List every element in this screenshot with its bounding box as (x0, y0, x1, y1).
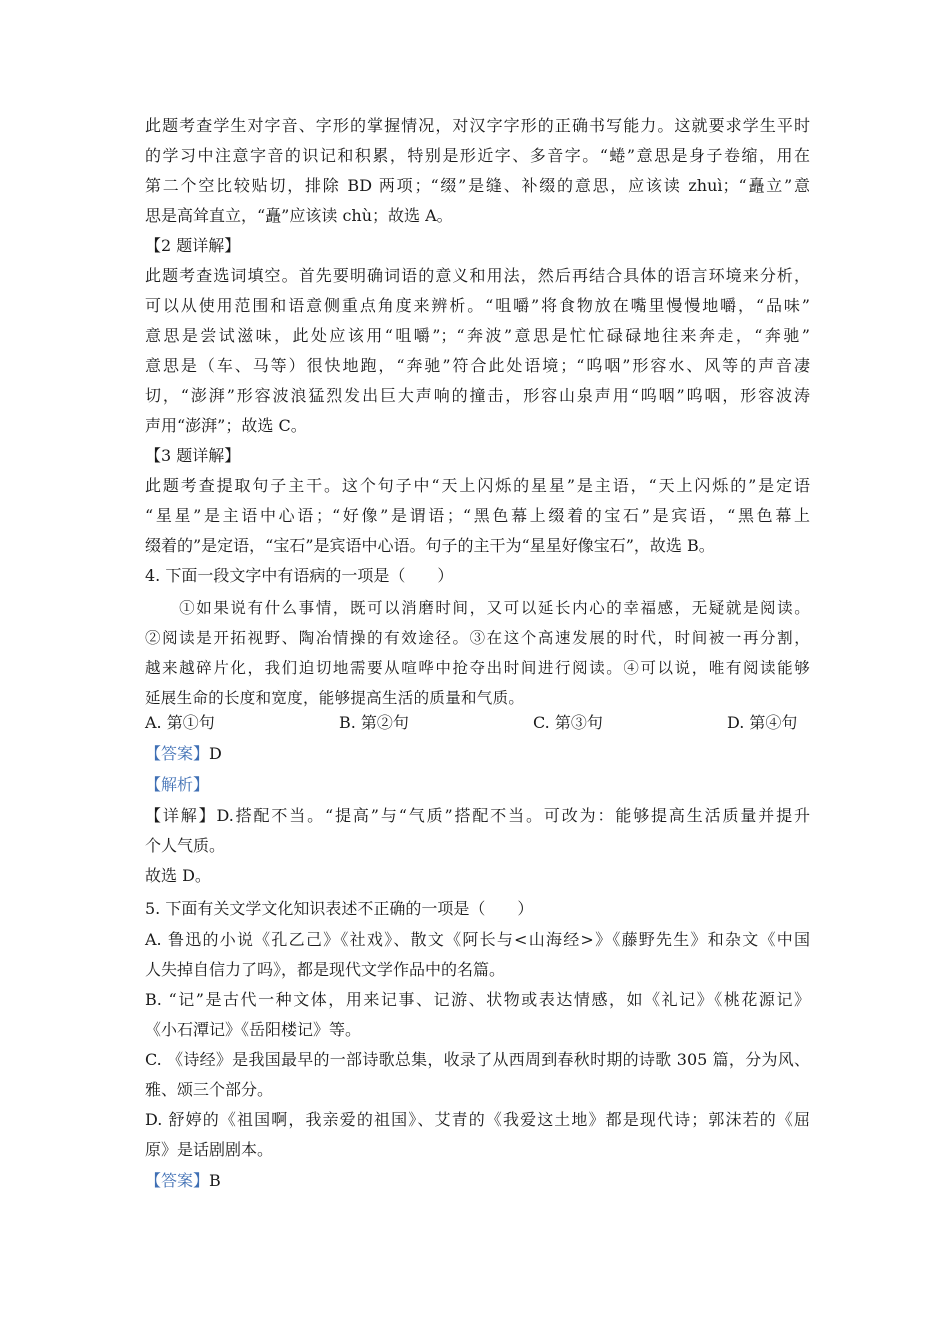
text-line: 可以从使用范围和语意侧重点角度来辨析。“咀嚼”将食物放在嘴里慢慢地嚼，“品味” (145, 296, 810, 315)
answer-tag: 【答案】 (145, 1171, 210, 1190)
q2-section (145, 231, 810, 441)
text-line: 缀着的”是定语，“宝石”是宾语中心语。句子的主干为“星星好像宝石”，故选 B。 (145, 536, 715, 555)
passage-line: ①如果说有什么事情，既可以消磨时间，又可以延长内心的幸福感，无疑就是阅读。 (145, 599, 810, 617)
text-line: 意思是尝试滋味，此处应该用“咀嚼”；“奔波”意思是忙忙碌碌地往来奔走，“奔驰” (145, 326, 810, 345)
text-line: “星星”是主语中心语；“好像”是谓语；“黑色幕上缀着的宝石”是宾语，“黑色幕上 (145, 506, 810, 525)
option-b: B. 第②句 (339, 713, 409, 732)
q4-answer-block (145, 739, 810, 891)
option-a-line2: 人失掉自信力了吗》，都是现代文学作品中的名篇。 (145, 960, 506, 979)
text-line: 此题考查学生对字音、字形的掌握情况，对汉字字形的正确书写能力。这就要求学生平时 (145, 116, 810, 135)
question-stem: 4. 下面一段文字中有语病的一项是（ ） (145, 566, 454, 585)
answer-value: B (209, 1171, 221, 1190)
q1-explanation (145, 111, 810, 231)
detail-line: 故选 D。 (145, 866, 211, 885)
option-a: A. 第①句 (145, 713, 215, 732)
detail-line: 个人气质。 (145, 836, 226, 855)
text-line: 此题考查选词填空。首先要明确词语的意义和用法，然后再结合具体的语言环境来分析， (145, 266, 810, 285)
option-d-line2: 原》是话剧剧本。 (145, 1140, 274, 1159)
text-line: 切，“澎湃”形容波浪猛烈发出巨大声响的撞击，形容山泉声用“呜咽”呜咽，形容波涛 (145, 386, 810, 405)
question-stem: 5. 下面有关文学文化知识表述不正确的一项是（ ） (145, 899, 534, 918)
option-c-line2: 雅、颂三个部分。 (145, 1080, 274, 1099)
passage-line: 延展生命的长度和宽度，能够提高生活的质量和气质。 (145, 689, 525, 707)
text-line: 声用“澎湃”；故选 C。 (145, 416, 307, 435)
text-line: 第二个空比较贴切，排除 BD 两项；“缀”是缝、补缀的意思，应该读 zhuì；“矗立”意 (145, 176, 810, 195)
answer-tag: 【答案】 (145, 744, 210, 763)
option-b-line2: 《小石潭记》《岳阳楼记》等。 (145, 1020, 362, 1039)
q3-heading: 【3 题详解】 (145, 446, 241, 465)
text-line: 的学习中注意字音的识记和积累，特别是形近字、多音字。“蜷”意思是身子卷缩，用在 (145, 146, 810, 165)
option-c: C. 第③句 (533, 713, 603, 732)
q5-section (145, 894, 810, 1196)
q2-heading: 【2 题详解】 (145, 236, 241, 255)
q3-section (145, 441, 810, 561)
option-b-line1: B. “记”是古代一种文体，用来记事、记游、状物或表达情感，如《礼记》《桃花源记》 (145, 990, 810, 1009)
text-line: 思是高耸直立，“矗”应该读 chù；故选 A。 (145, 206, 453, 225)
detail-line: 【详解】D.搭配不当。“提高”与“气质”搭配不当。可改为：能够提高生活质量并提升 (145, 806, 810, 825)
text-line: 此题考查提取句子主干。这个句子中“天上闪烁的星星”是主语，“天上闪烁的”是定语 (145, 476, 810, 495)
passage-line: ②阅读是开拓视野、陶冶情操的有效途径。③在这个高速发展的时代，时间被一再分割， (145, 629, 810, 647)
analysis-tag: 【解析】 (145, 775, 210, 794)
text-line: 意思是（车、马等）很快地跑，“奔驰”符合此处语境；“呜咽”形容水、风等的声音凄 (145, 356, 810, 375)
option-d: D. 第④句 (727, 713, 798, 732)
option-d-line1: D. 舒婷的《祖国啊，我亲爱的祖国》、艾青的《我爱这土地》都是现代诗；郭沫若的《屈 (145, 1110, 810, 1129)
q4-stem (145, 561, 810, 591)
option-c-line1: C. 《诗经》是我国最早的一部诗歌总集，收录了从西周到春秋时期的诗歌 305 篇，分为风、 (145, 1050, 810, 1069)
q4-options (145, 708, 810, 738)
passage-line: 越来越碎片化，我们迫切地需要从喧哗中抢夺出时间进行阅读。④可以说，唯有阅读能够 (145, 659, 810, 677)
answer-value: D (209, 744, 222, 763)
q4-passage (145, 593, 810, 713)
option-a-line1: A. 鲁迅的小说《孔乙己》《社戏》、散文《阿长与<山海经>》《藤野先生》和杂文《中国 (145, 930, 810, 949)
